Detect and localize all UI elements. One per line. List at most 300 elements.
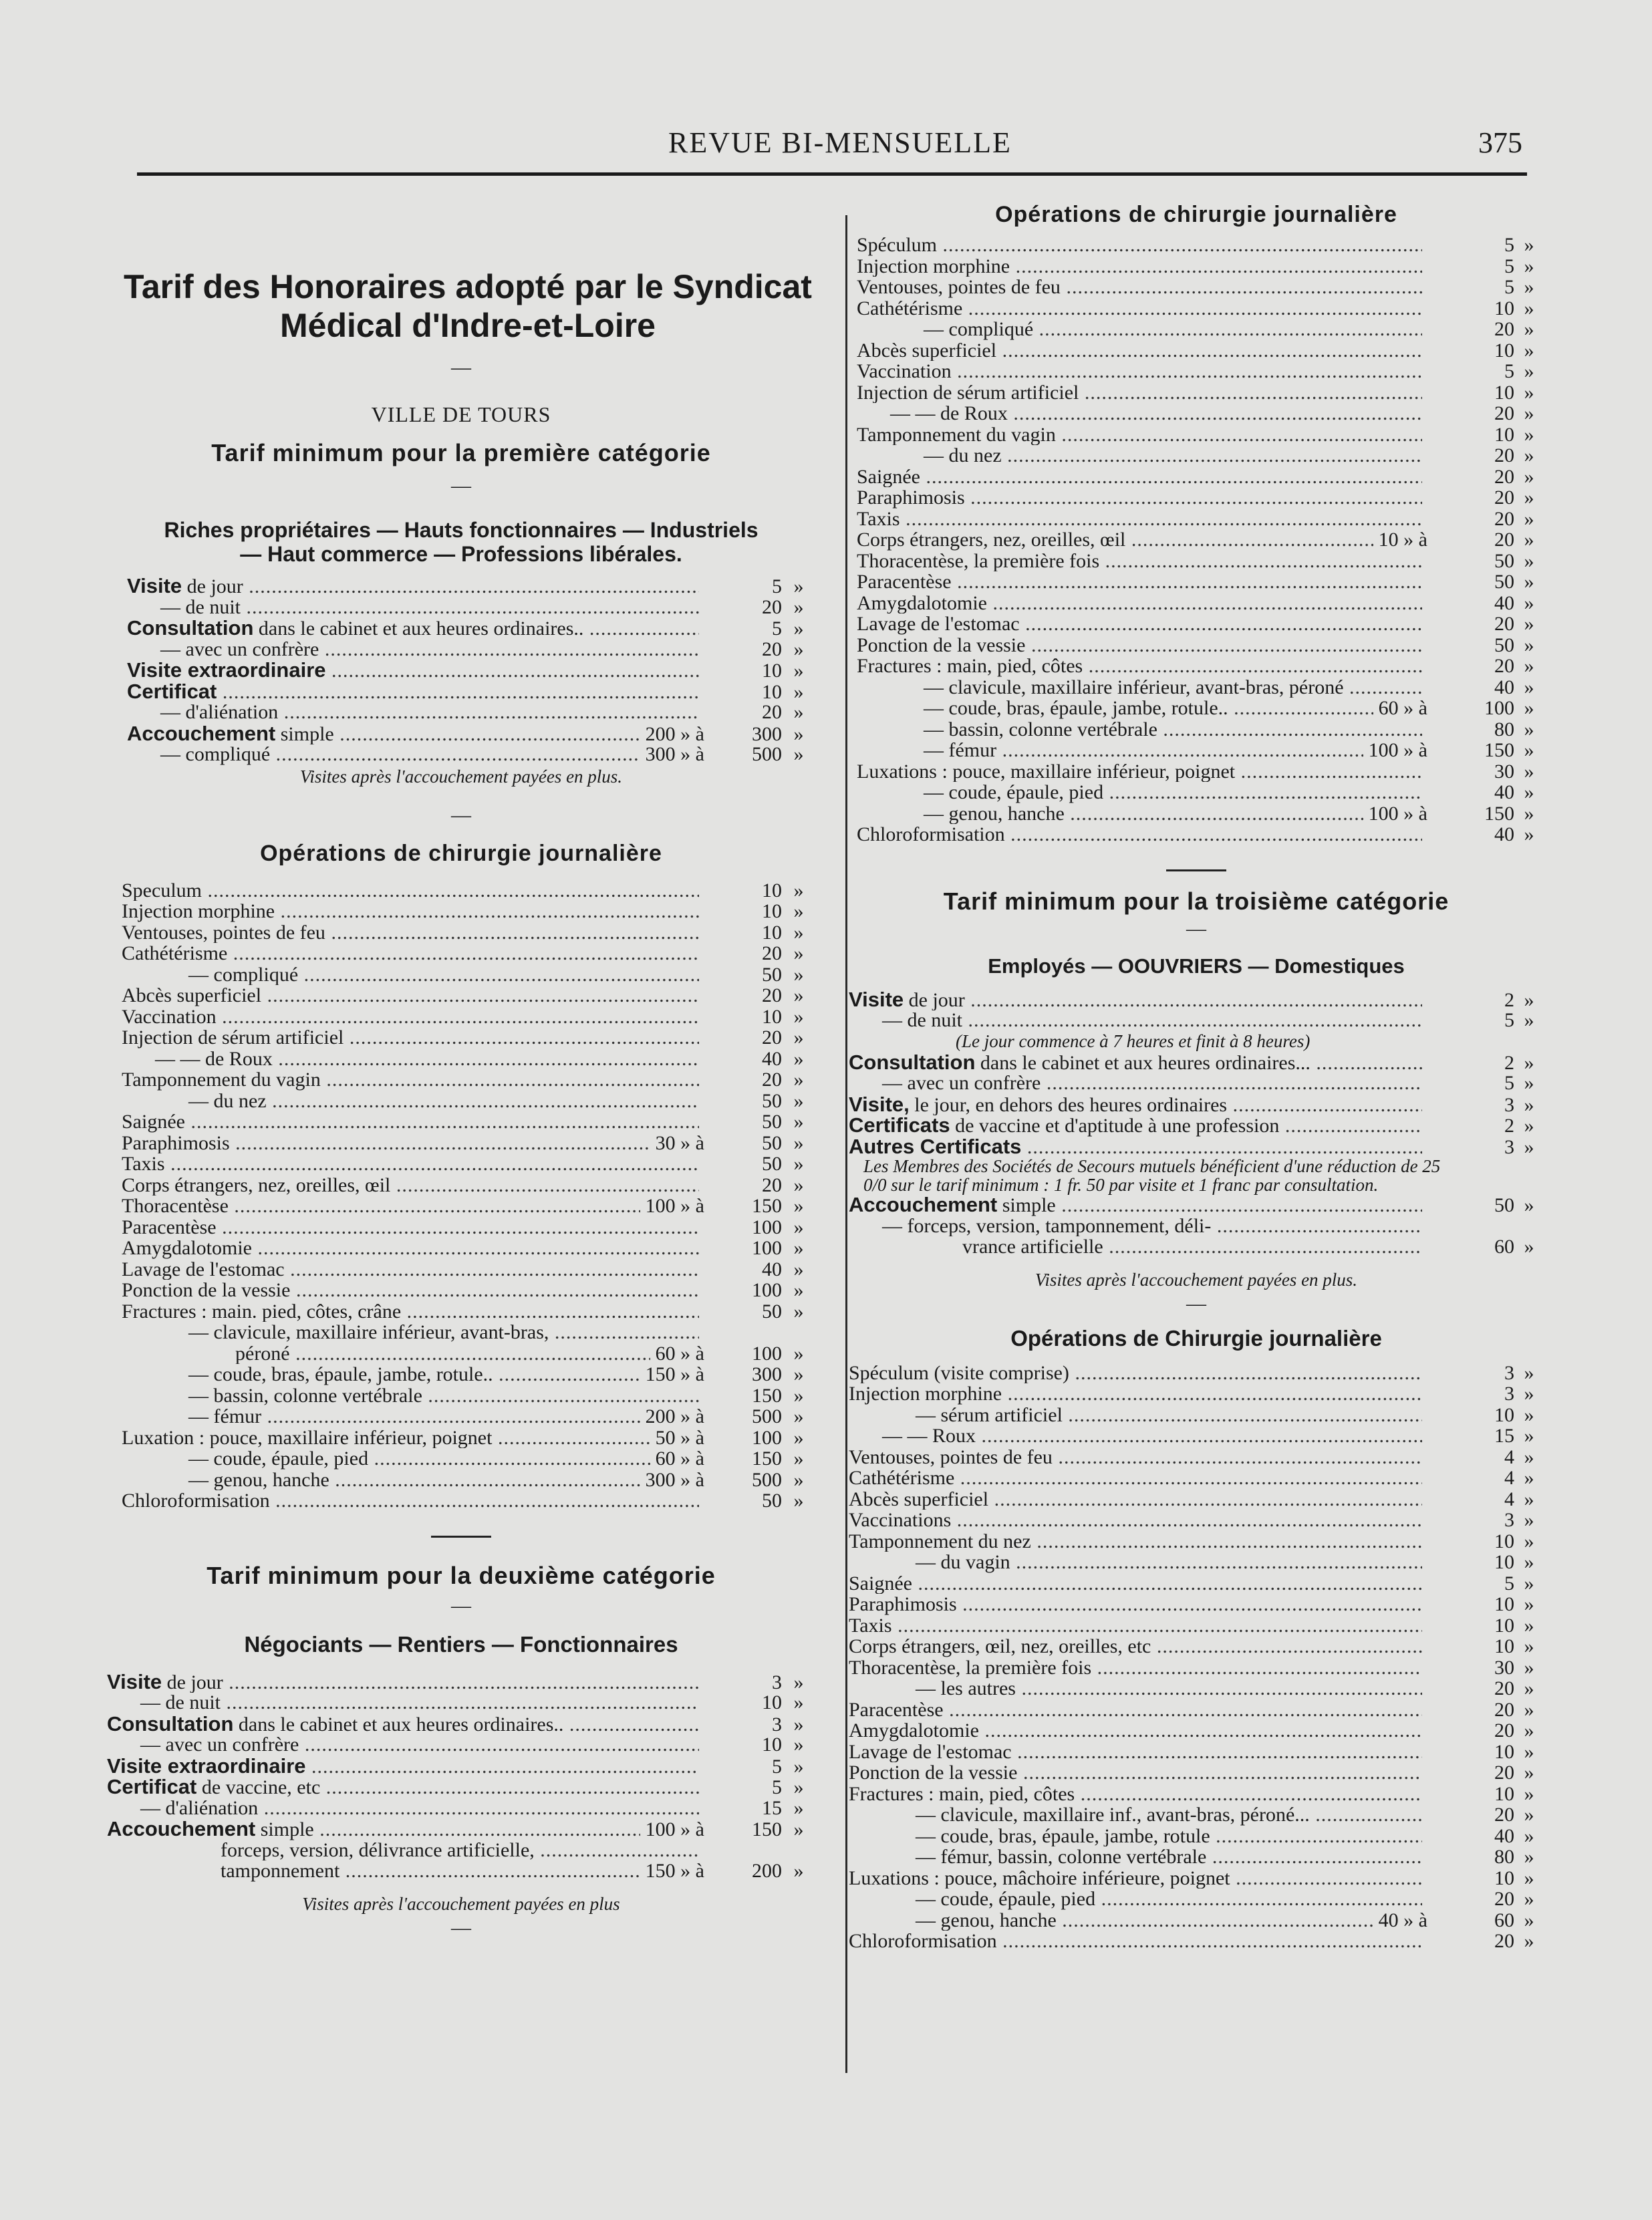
fee-currency-mark: » bbox=[1524, 591, 1534, 614]
cat2-ops-heading: Opérations de chirurgie journalière bbox=[995, 202, 1397, 227]
fee-currency-mark: » bbox=[1524, 529, 1534, 551]
fee-row bbox=[849, 1236, 1544, 1258]
fee-row bbox=[857, 698, 1544, 719]
fee-currency-mark: » bbox=[1524, 1762, 1534, 1784]
fee-amount: 5 bbox=[772, 1776, 782, 1798]
fee-label bbox=[857, 719, 1422, 740]
fee-label bbox=[127, 723, 640, 745]
fee-amount: 10 bbox=[1494, 1614, 1514, 1637]
fee-amount: 100 bbox=[752, 1426, 782, 1449]
fee-row bbox=[107, 1713, 815, 1735]
fee-label bbox=[857, 571, 1422, 593]
fee-label-text: de jour bbox=[162, 1671, 223, 1693]
fee-amount: 150 bbox=[752, 1447, 782, 1470]
fee-row bbox=[857, 403, 1544, 424]
fee-label-text: coude, bras, épaule, jambe, rotule.. bbox=[213, 1364, 493, 1385]
fee-row bbox=[122, 1153, 815, 1175]
fee-currency-mark: » bbox=[1524, 507, 1534, 530]
fee-row bbox=[122, 1175, 815, 1196]
fee-amount: 3 bbox=[1504, 1361, 1514, 1384]
fee-row bbox=[107, 1776, 815, 1798]
fee-label-text: Paracentèse bbox=[122, 1216, 217, 1238]
fee-amount: 10 bbox=[762, 1005, 782, 1028]
fee-label-text: Ponction de la vessie bbox=[857, 634, 1026, 656]
fee-label-text: Roux bbox=[932, 1425, 976, 1447]
cat1-dash-2: — bbox=[451, 803, 471, 826]
fee-label bbox=[849, 1868, 1422, 1889]
fee-currency-mark: » bbox=[1524, 1804, 1534, 1826]
fee-label bbox=[849, 1846, 1422, 1868]
fee-currency-mark: » bbox=[793, 1195, 804, 1217]
fee-label-text: Cathétérisme bbox=[857, 297, 963, 319]
fee-label-text: coude, bras, épaule, jambe, rotule.. bbox=[948, 698, 1228, 719]
city-heading: VILLE DE TOURS bbox=[371, 402, 551, 426]
fee-row bbox=[122, 1448, 815, 1470]
fee-prefix: — bbox=[882, 1010, 908, 1031]
fee-range: 30 » à bbox=[655, 1131, 704, 1154]
fee-label-text: Paraphimosis bbox=[122, 1132, 230, 1153]
fee-label-text: Saignée bbox=[857, 466, 920, 487]
document-title-line-2: Médical d'Indre-et-Loire bbox=[280, 307, 656, 344]
fee-label-text: Tamponnement du vagin bbox=[857, 424, 1056, 445]
fee-label-text: coude, épaule, pied bbox=[940, 1889, 1096, 1910]
section-separator bbox=[431, 1536, 491, 1538]
fee-currency-mark: » bbox=[1524, 655, 1534, 677]
fee-label bbox=[122, 1280, 699, 1301]
fee-label bbox=[122, 901, 699, 922]
fee-row bbox=[849, 1846, 1544, 1868]
fee-row bbox=[127, 597, 815, 618]
fee-row bbox=[122, 1049, 815, 1070]
fee-amount: 500 bbox=[752, 743, 782, 765]
fee-row bbox=[849, 1552, 1544, 1573]
fee-currency-mark: » bbox=[793, 1216, 804, 1238]
fee-label bbox=[857, 256, 1422, 277]
cat1-ops-heading: Opérations de chirurgie journalière bbox=[260, 840, 662, 866]
fee-amount: 20 bbox=[762, 1026, 782, 1049]
fee-currency-mark: » bbox=[1524, 465, 1534, 488]
fee-currency-mark: » bbox=[793, 900, 804, 922]
fee-row bbox=[849, 1136, 1544, 1157]
fee-currency-mark: » bbox=[1524, 1383, 1534, 1405]
fee-row bbox=[849, 1468, 1544, 1489]
fee-label-bold: Certificat bbox=[107, 1776, 197, 1798]
fee-currency-mark: » bbox=[1524, 613, 1534, 635]
fee-label bbox=[849, 1363, 1422, 1384]
fee-row bbox=[122, 1027, 815, 1049]
fee-label-text: Saignée bbox=[122, 1111, 185, 1133]
fee-label-text: Amygdalotomie bbox=[849, 1720, 979, 1742]
fee-label bbox=[107, 1840, 699, 1861]
fee-amount: 10 bbox=[762, 900, 782, 922]
fee-currency-mark: » bbox=[793, 963, 804, 986]
fee-amount: 60 bbox=[1494, 1236, 1514, 1258]
fee-row bbox=[849, 1678, 1544, 1699]
fee-row bbox=[107, 1692, 815, 1713]
fee-currency-mark: » bbox=[793, 984, 804, 1006]
fee-label-text: de vaccine, etc bbox=[196, 1776, 321, 1798]
fee-label-text: Injection morphine bbox=[122, 901, 275, 922]
fee-amount: 20 bbox=[762, 595, 782, 618]
fee-currency-mark: » bbox=[1524, 318, 1534, 340]
fee-label bbox=[122, 1069, 699, 1091]
running-header bbox=[0, 120, 1652, 160]
cat3-fee-list-visits bbox=[849, 989, 1544, 1031]
fee-amount: 40 bbox=[762, 1047, 782, 1070]
fee-amount: 5 bbox=[772, 1755, 782, 1778]
fee-label-text: bassin, colonne vertébrale bbox=[213, 1385, 422, 1406]
fee-row bbox=[122, 1091, 815, 1112]
fee-currency-mark: » bbox=[793, 921, 804, 944]
fee-currency-mark: » bbox=[1524, 1051, 1534, 1074]
fee-label bbox=[122, 1196, 640, 1217]
fee-label-text: coude, épaule, pied bbox=[948, 782, 1104, 803]
fee-currency-mark: » bbox=[1524, 1846, 1534, 1868]
fee-label-text: d'aliénation bbox=[185, 702, 279, 723]
fee-currency-mark: » bbox=[1524, 697, 1534, 719]
fee-label bbox=[849, 1425, 1422, 1447]
fee-label bbox=[122, 1006, 699, 1028]
fee-currency-mark: » bbox=[1524, 1403, 1534, 1426]
fee-currency-mark: » bbox=[1524, 423, 1534, 446]
fee-currency-mark: » bbox=[1524, 802, 1534, 825]
fee-label-bold: Visite, bbox=[849, 1093, 910, 1115]
fee-currency-mark: » bbox=[793, 1279, 804, 1301]
fee-label-text: Vaccinations bbox=[849, 1510, 952, 1531]
fee-amount: 20 bbox=[1494, 318, 1514, 340]
fee-currency-mark: » bbox=[793, 1713, 804, 1736]
fee-currency-mark: » bbox=[1524, 1719, 1534, 1742]
fee-label bbox=[107, 1776, 699, 1798]
fee-row bbox=[857, 529, 1544, 551]
fee-label-text: Cathétérisme bbox=[122, 943, 228, 964]
fee-label-text: de jour bbox=[904, 988, 965, 1010]
fee-currency-mark: » bbox=[1524, 1488, 1534, 1510]
left-column bbox=[107, 267, 815, 1941]
fee-row bbox=[849, 1073, 1544, 1094]
fee-row bbox=[857, 509, 1544, 530]
fee-prefix: — bbox=[924, 740, 949, 761]
fee-label bbox=[122, 1259, 699, 1280]
fee-range: 60 » à bbox=[1378, 697, 1427, 719]
fee-prefix: — bbox=[160, 702, 186, 723]
fee-row bbox=[122, 880, 815, 901]
fee-row bbox=[122, 1406, 815, 1427]
fee-currency-mark: » bbox=[793, 1047, 804, 1070]
fee-amount: 4 bbox=[1504, 1445, 1514, 1468]
fee-label bbox=[122, 1091, 699, 1112]
fee-row bbox=[857, 551, 1544, 572]
cat3-clients: Employés — OOUVRIERS — Domestiques bbox=[988, 954, 1405, 978]
fee-label bbox=[857, 466, 1422, 488]
fee-prefix: — bbox=[160, 596, 186, 617]
fee-currency-mark: » bbox=[793, 1173, 804, 1196]
fee-amount: 10 bbox=[762, 1733, 782, 1756]
fee-label-text: fémur bbox=[948, 740, 997, 761]
fee-row bbox=[857, 719, 1544, 740]
fee-label bbox=[849, 1699, 1422, 1721]
fee-amount: 20 bbox=[1494, 529, 1514, 551]
fee-amount: 100 bbox=[1484, 697, 1514, 719]
fee-label bbox=[107, 1798, 699, 1819]
fee-label bbox=[122, 1153, 699, 1175]
title-dash: — bbox=[451, 356, 471, 378]
fee-prefix: — bbox=[188, 964, 214, 985]
fee-label-text: Paracentèse bbox=[857, 571, 952, 593]
fee-label-text: du nez bbox=[948, 445, 1002, 466]
fee-amount: 10 bbox=[762, 680, 782, 703]
fee-row bbox=[849, 1115, 1544, 1136]
fee-currency-mark: » bbox=[1524, 1194, 1534, 1216]
fee-row bbox=[122, 1111, 815, 1133]
fee-label-text: Lavage de l'estomac bbox=[122, 1258, 285, 1280]
fee-amount: 5 bbox=[1504, 1572, 1514, 1594]
fee-amount: 40 bbox=[762, 1258, 782, 1280]
fee-label-bold: Visite bbox=[107, 1671, 162, 1693]
fee-label-bold: Accouchement bbox=[127, 722, 276, 744]
fee-label bbox=[122, 943, 699, 964]
fee-amount: 300 bbox=[752, 1363, 782, 1385]
fee-row bbox=[107, 1734, 815, 1756]
fee-currency-mark: » bbox=[1524, 1593, 1534, 1615]
fee-label bbox=[857, 424, 1422, 446]
fee-label bbox=[127, 597, 699, 618]
fee-prefix: — bbox=[916, 1825, 941, 1846]
fee-prefix: — bbox=[140, 1797, 166, 1818]
fee-currency-mark: » bbox=[793, 1447, 804, 1470]
fee-row bbox=[107, 1860, 815, 1882]
fee-label-text: Paraphimosis bbox=[857, 487, 965, 509]
fee-label bbox=[122, 1049, 699, 1070]
fee-label-text: Vaccination bbox=[857, 361, 952, 382]
fee-label bbox=[122, 1322, 699, 1343]
fee-row bbox=[122, 943, 815, 964]
fee-label bbox=[857, 782, 1422, 803]
fee-amount: 5 bbox=[772, 617, 782, 640]
fee-label-text: Tamponnement du vagin bbox=[122, 1069, 321, 1091]
fee-row bbox=[127, 617, 815, 639]
fee-range: 100 » à bbox=[1368, 739, 1427, 761]
fee-prefix: — bbox=[924, 698, 949, 719]
fee-currency-mark: » bbox=[1524, 1135, 1534, 1158]
fee-prefix: — bbox=[924, 782, 949, 803]
fee-currency-mark: » bbox=[793, 638, 804, 660]
fee-label bbox=[849, 1136, 1422, 1158]
fee-currency-mark: » bbox=[1524, 571, 1534, 593]
fee-prefix: — bbox=[140, 1692, 166, 1713]
fee-amount: 150 bbox=[752, 1818, 782, 1840]
fee-amount: 100 bbox=[752, 1237, 782, 1259]
fee-currency-mark: » bbox=[1524, 487, 1534, 509]
fee-row bbox=[127, 681, 815, 702]
fee-prefix: — bbox=[924, 803, 949, 824]
fee-row bbox=[849, 1720, 1544, 1742]
fee-row bbox=[122, 922, 815, 944]
fee-label-text: coude, bras, épaule, jambe, rotule bbox=[940, 1825, 1210, 1846]
fee-amount: 3 bbox=[1504, 1383, 1514, 1405]
fee-label-bold: Visite bbox=[127, 575, 182, 597]
fee-row bbox=[857, 235, 1544, 256]
fee-label-text: avec un confrère bbox=[185, 638, 319, 660]
fee-amount: 50 bbox=[762, 1089, 782, 1112]
fee-label-text: genou, hanche bbox=[213, 1469, 329, 1490]
fee-label-text: de Roux bbox=[940, 403, 1008, 424]
fee-amount: 50 bbox=[762, 1490, 782, 1512]
fee-row bbox=[127, 575, 815, 597]
fee-prefix: — bbox=[188, 1385, 214, 1406]
fee-currency-mark: » bbox=[1524, 1677, 1534, 1699]
fee-label bbox=[122, 1364, 640, 1385]
fee-label bbox=[122, 1385, 699, 1407]
fee-currency-mark: » bbox=[1524, 297, 1534, 319]
fee-currency-mark: » bbox=[793, 1468, 804, 1491]
fee-label bbox=[849, 1468, 1422, 1489]
fee-row bbox=[849, 1636, 1544, 1657]
fee-currency-mark: » bbox=[793, 1363, 804, 1385]
fee-label bbox=[849, 1678, 1422, 1699]
fee-row bbox=[849, 1216, 1544, 1237]
fee-row bbox=[122, 1385, 815, 1407]
fee-row bbox=[857, 824, 1544, 845]
fee-amount: 20 bbox=[1494, 487, 1514, 509]
fee-range: 10 » à bbox=[1378, 529, 1427, 551]
cat2-operations-list bbox=[849, 235, 1544, 845]
fee-label bbox=[127, 660, 699, 682]
fee-label-text: Taxis bbox=[849, 1615, 892, 1636]
cat1-dash: — bbox=[451, 474, 471, 497]
fee-label bbox=[849, 1447, 1422, 1468]
fee-amount: 2 bbox=[1504, 1115, 1514, 1137]
fee-currency-mark: » bbox=[1524, 1572, 1534, 1594]
fee-amount: 5 bbox=[1504, 276, 1514, 298]
fee-label-text: le jour, en dehors des heures ordinaires bbox=[909, 1093, 1228, 1115]
fee-amount: 20 bbox=[1494, 1762, 1514, 1784]
fee-label-text: de nuit bbox=[165, 1692, 221, 1713]
fee-prefix: — bbox=[924, 319, 949, 340]
fee-label-text: Spéculum bbox=[857, 235, 937, 256]
fee-currency-mark: » bbox=[1524, 718, 1534, 740]
fee-row bbox=[122, 1133, 815, 1154]
fee-amount: 10 bbox=[762, 879, 782, 901]
fee-currency-mark: » bbox=[793, 1069, 804, 1091]
fee-label bbox=[107, 1756, 699, 1778]
fee-label bbox=[849, 1115, 1422, 1137]
fee-row bbox=[107, 1756, 815, 1777]
fee-amount: 4 bbox=[1504, 1488, 1514, 1510]
fee-label bbox=[857, 677, 1422, 698]
column-divider bbox=[845, 215, 847, 2073]
fee-currency-mark: » bbox=[1524, 1093, 1534, 1116]
fee-prefix: — bbox=[160, 744, 186, 765]
fee-label-text: du nez bbox=[213, 1090, 267, 1111]
fee-row bbox=[122, 1280, 815, 1301]
fee-label bbox=[107, 1713, 699, 1736]
fee-row bbox=[127, 744, 815, 765]
fee-row bbox=[857, 256, 1544, 277]
fee-label bbox=[127, 744, 640, 765]
fee-prefix: — bbox=[882, 1073, 908, 1094]
fee-label-text: simple bbox=[997, 1194, 1056, 1216]
cat2-dash: — bbox=[451, 1594, 471, 1617]
fee-range: 200 » à bbox=[645, 1405, 704, 1427]
fee-amount: 60 bbox=[1494, 1909, 1514, 1931]
fee-currency-mark: » bbox=[1524, 676, 1534, 698]
fee-currency-mark: » bbox=[1524, 1698, 1534, 1721]
fee-label-text: clavicule, maxillaire inf., avant-bras, péroné... bbox=[940, 1804, 1310, 1826]
fee-label-text: avec un confrère bbox=[165, 1734, 299, 1756]
cat1-heading: Tarif minimum pour la première catégorie bbox=[211, 439, 711, 466]
cat3-visits-note: Visites après l'accouchement payées en plus. bbox=[1035, 1269, 1358, 1290]
fee-amount: 150 bbox=[752, 1195, 782, 1217]
fee-currency-mark: » bbox=[793, 942, 804, 964]
fee-label-text: forceps, version, tamponnement, déli- bbox=[907, 1215, 1212, 1236]
fee-label bbox=[857, 613, 1422, 635]
fee-label bbox=[857, 551, 1422, 572]
fee-amount: 50 bbox=[1494, 571, 1514, 593]
document-title-line-1: Tarif des Honoraires adopté par le Syndicat bbox=[124, 268, 812, 305]
fee-amount: 20 bbox=[1494, 444, 1514, 466]
fee-label bbox=[857, 803, 1363, 825]
fee-amount: 50 bbox=[1494, 1194, 1514, 1216]
fee-label bbox=[122, 1111, 699, 1133]
fee-amount: 40 bbox=[1494, 781, 1514, 803]
fee-prefix: — bbox=[916, 1552, 941, 1573]
fee-currency-mark: » bbox=[793, 1776, 804, 1798]
fee-label bbox=[857, 487, 1422, 509]
fee-amount: 5 bbox=[1504, 234, 1514, 256]
fee-currency-mark: » bbox=[1524, 1782, 1534, 1805]
fee-prefix: — bbox=[188, 1469, 214, 1490]
fee-row bbox=[849, 1784, 1544, 1805]
fee-prefix: — bbox=[916, 1909, 941, 1931]
fee-label-text: compliqué bbox=[185, 744, 271, 765]
fee-label-text: péroné bbox=[235, 1343, 290, 1364]
fee-currency-mark: » bbox=[1524, 1909, 1534, 1931]
fee-row bbox=[849, 1615, 1544, 1637]
fee-currency-mark: » bbox=[1524, 1656, 1534, 1679]
fee-amount: 10 bbox=[1494, 423, 1514, 446]
fee-label-text: Paracentèse bbox=[849, 1699, 944, 1720]
fee-amount: 20 bbox=[1494, 655, 1514, 677]
fee-prefix: — bbox=[188, 1406, 214, 1427]
fee-currency-mark: » bbox=[793, 1796, 804, 1819]
fee-label bbox=[849, 1636, 1422, 1657]
fee-label-text: Ventouses, pointes de feu bbox=[857, 277, 1061, 298]
fee-label-text: Ponction de la vessie bbox=[849, 1762, 1018, 1784]
fee-row bbox=[122, 901, 815, 922]
fee-label-text: tamponnement bbox=[221, 1860, 340, 1882]
fee-amount: 200 bbox=[752, 1860, 782, 1882]
fee-currency-mark: » bbox=[1524, 1930, 1534, 1952]
fee-currency-mark: » bbox=[793, 1342, 804, 1365]
fee-label bbox=[849, 1194, 1422, 1216]
fee-amount: 4 bbox=[1504, 1467, 1514, 1489]
fee-amount: 80 bbox=[1494, 1846, 1514, 1868]
fee-label-text: Amygdalotomie bbox=[122, 1238, 252, 1259]
fee-amount: 100 bbox=[752, 1279, 782, 1301]
fee-currency-mark: » bbox=[793, 1026, 804, 1049]
fee-prefix: — — bbox=[155, 1048, 205, 1069]
fee-range: 150 » à bbox=[645, 1363, 704, 1385]
cat1-clients-line-2: — Haut commerce — Professions libérales. bbox=[240, 542, 682, 566]
fee-row bbox=[849, 1931, 1544, 1952]
fee-currency-mark: » bbox=[793, 1237, 804, 1259]
fee-label bbox=[127, 639, 699, 660]
fee-label bbox=[849, 1594, 1422, 1615]
fee-prefix: — bbox=[916, 1404, 941, 1425]
fee-label-text: Abcès superficiel bbox=[849, 1488, 989, 1510]
fee-label bbox=[857, 319, 1422, 340]
